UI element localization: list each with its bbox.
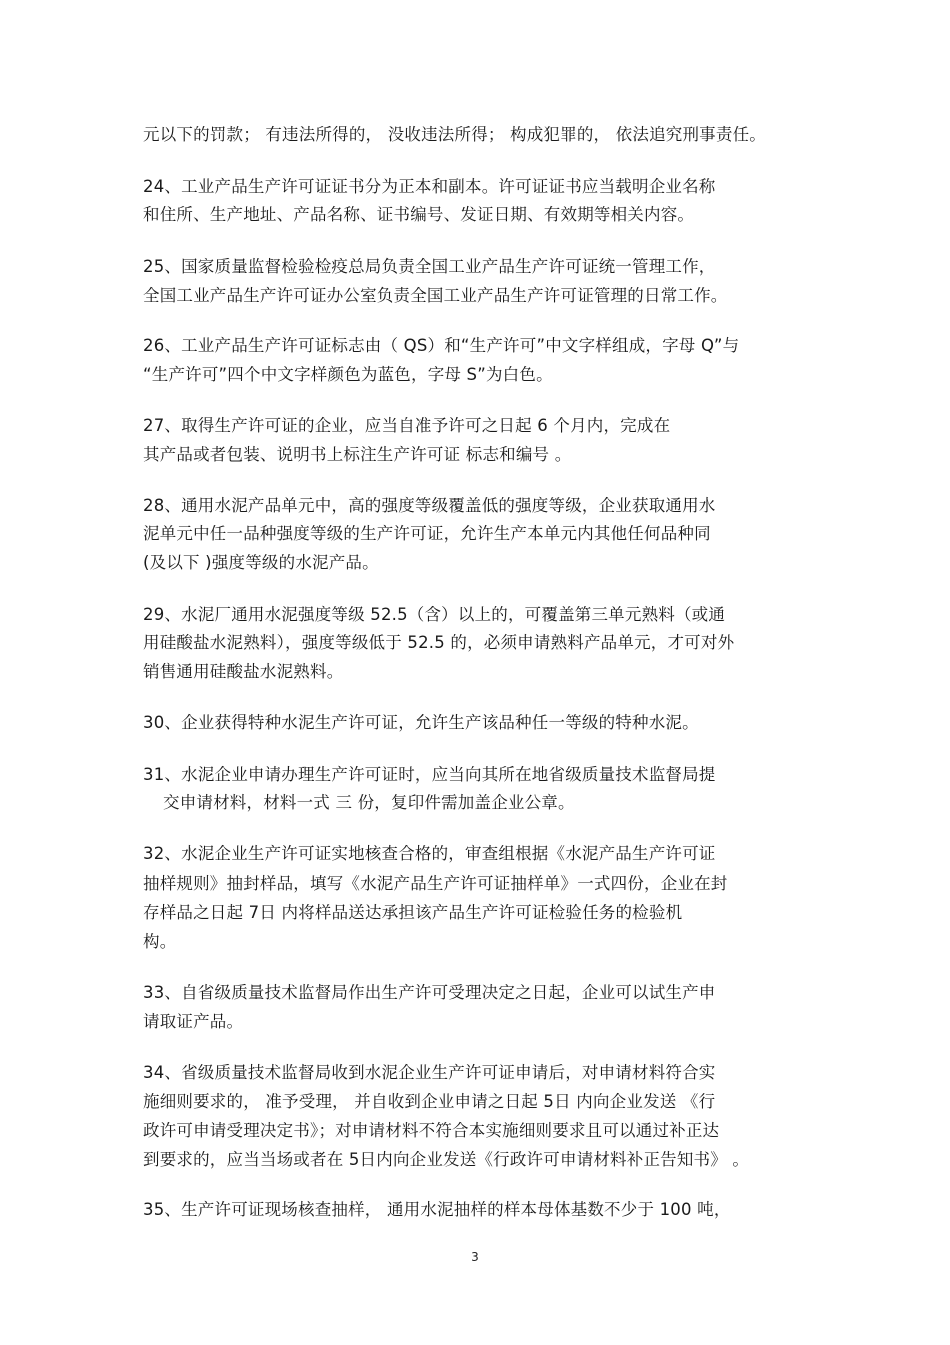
- text-line: 25、国家质量监督检验检疫总局负责全国工业产品生产许可证统一管理工作，: [143, 257, 716, 276]
- text-line: 存样品之日起 7日 内将样品送达承担该产品生产许可证检验任务的检验机: [143, 903, 683, 922]
- text-line: 抽样规则》抽封样品，填写《水泥产品生产许可证抽样单》一式四份，企业在封: [143, 874, 728, 893]
- text-line: 27、取得生产许可证的企业，应当自准予许可之日起 6 个月内，完成在: [143, 416, 671, 435]
- text-line: 交申请材料，材料一式 三 份，复印件需加盖企业公章。: [163, 793, 575, 812]
- text-line: 30、企业获得特种水泥生产许可证，允许生产该品种任一等级的特种水泥。: [143, 713, 699, 732]
- text-line: 构。: [143, 932, 177, 951]
- text-line: 元以下的罚款； 有违法所得的， 没收违法所得； 构成犯罪的， 依法追究刑事责任。: [143, 125, 766, 144]
- text-line: 31、水泥企业申请办理生产许可证时，应当向其所在地省级质量技术监督局提: [143, 765, 716, 784]
- text-line: 34、省级质量技术监督局收到水泥企业生产许可证申请后，对申请材料符合实: [143, 1063, 716, 1082]
- page-number: 3: [471, 1250, 479, 1264]
- text-line: 请取证产品。: [143, 1012, 244, 1031]
- text-line: “生产许可”四个中文字样颜色为蓝色，字母 S”为白色。: [143, 365, 553, 384]
- text-line: 政许可申请受理决定书》；对申请材料不符合本实施细则要求且可以通过补正达: [143, 1121, 720, 1140]
- text-line: 全国工业产品生产许可证办公室负责全国工业产品生产许可证管理的日常工作。: [143, 286, 728, 305]
- text-line: 29、水泥厂通用水泥强度等级 52.5（含）以上的，可覆盖第三单元熟料（或通: [143, 605, 726, 624]
- text-line: 施细则要求的， 准予受理， 并自收到企业申请之日起 5日 内向企业发送 《行: [143, 1092, 716, 1111]
- text-line: 和住所、生产地址、产品名称、证书编号、发证日期、有效期等相关内容。: [143, 205, 695, 224]
- text-line: 泥单元中任一品种强度等级的生产许可证，允许生产本单元内其他任何品种同: [143, 524, 711, 543]
- text-line: 35、生产许可证现场核查抽样， 通用水泥抽样的样本母体基数不少于 100 吨，: [143, 1200, 731, 1219]
- text-line: 28、通用水泥产品单元中，高的强度等级覆盖低的强度等级，企业获取通用水: [143, 496, 716, 515]
- text-line: 到要求的，应当当场或者在 5日内向企业发送《行政许可申请材料补正告知书》 。: [143, 1150, 750, 1169]
- text-line: 33、自省级质量技术监督局作出生产许可受理决定之日起，企业可以试生产申: [143, 983, 716, 1002]
- text-line: (及以下 )强度等级的水泥产品。: [143, 553, 379, 572]
- text-line: 用硅酸盐水泥熟料），强度等级低于 52.5 的，必须申请熟料产品单元，才可对外: [143, 633, 735, 652]
- text-line: 其产品或者包装、说明书上标注生产许可证 标志和编号 。: [143, 445, 572, 464]
- text-line: 24、工业产品生产许可证证书分为正本和副本。许可证证书应当载明企业名称: [143, 177, 716, 196]
- text-line: 32、水泥企业生产许可证实地核查合格的，审查组根据《水泥产品生产许可证: [143, 844, 716, 863]
- text-line: 26、工业产品生产许可证标志由（ QS）和“生产许可”中文字样组成，字母 Q”与: [143, 336, 740, 355]
- text-line: 销售通用硅酸盐水泥熟料。: [143, 662, 344, 681]
